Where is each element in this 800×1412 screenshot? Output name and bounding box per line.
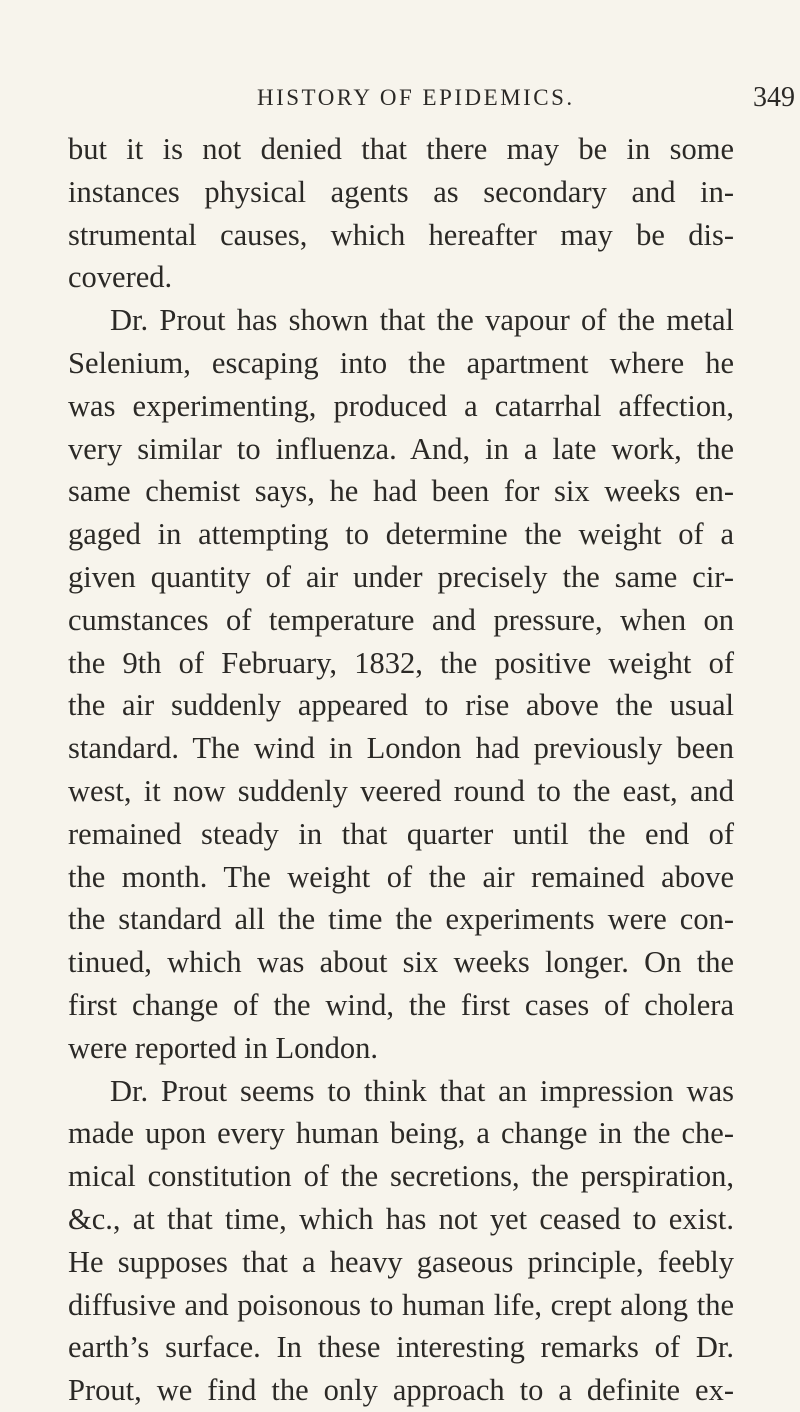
paragraph-end-line: covered. xyxy=(68,260,173,295)
text-line: the standard all the time the experiments were con- xyxy=(68,902,734,937)
text-line: strumental causes, which hereafter may be dis- xyxy=(68,217,734,252)
text-line: remained steady in that quarter until the end of xyxy=(68,816,734,851)
text-line: He supposes that a heavy gaseous principle, feebly xyxy=(68,1244,734,1279)
text-line: diffusive and poisonous to human life, crept along the xyxy=(68,1287,734,1322)
page-number: 349 xyxy=(753,82,795,113)
paragraph-start-line: Dr. Prout seems to think that an impression was xyxy=(110,1073,734,1108)
running-head xyxy=(257,78,797,118)
text-line: same chemist says, he had been for six weeks en- xyxy=(68,474,734,509)
text-line: &c., at that time, which has not yet ceased to exist. xyxy=(68,1201,734,1236)
text-line: west, it now suddenly veered round to the east, and xyxy=(68,773,734,808)
text-line: instances physical agents as secondary and in- xyxy=(68,174,734,209)
text-line: standard. The wind in London had previously been xyxy=(68,731,734,766)
text-line: the month. The weight of the air remained above xyxy=(68,859,734,894)
text-line: cumstances of temperature and pressure, when on xyxy=(68,602,734,637)
text-line: made upon every human being, a change in the che- xyxy=(68,1116,734,1151)
text-line: very similar to influenza. And, in a late work, the xyxy=(68,431,734,466)
text-line: the air suddenly appeared to rise above the usual xyxy=(68,688,734,723)
text-line: but it is not denied that there may be in some xyxy=(68,132,734,166)
body-text xyxy=(68,128,734,1412)
text-line: the 9th of February, 1832, the positive weight of xyxy=(68,645,734,680)
text-line: tinued, which was about six weeks longer. On the xyxy=(68,945,734,980)
running-title: HISTORY OF EPIDEMICS. xyxy=(257,85,575,110)
paragraph-end-line: were reported in London. xyxy=(68,1030,378,1065)
text-line: Selenium, escaping into the apartment where he xyxy=(68,345,734,380)
text-line: mical constitution of the secretions, the perspiration, xyxy=(68,1159,734,1194)
text-line: Prout, we find the only approach to a definite ex- xyxy=(68,1373,734,1408)
paragraph-start-line: Dr. Prout has shown that the vapour of the metal xyxy=(110,303,734,338)
text-line: was experimenting, produced a catarrhal affection, xyxy=(68,388,734,423)
text-line: gaged in attempting to determine the weight of a xyxy=(68,517,734,552)
text-line: first change of the wind, the first cases of cholera xyxy=(68,987,734,1022)
text-line: earth’s surface. In these interesting remarks of Dr. xyxy=(68,1330,734,1365)
text-line: given quantity of air under precisely the same cir- xyxy=(68,559,734,594)
